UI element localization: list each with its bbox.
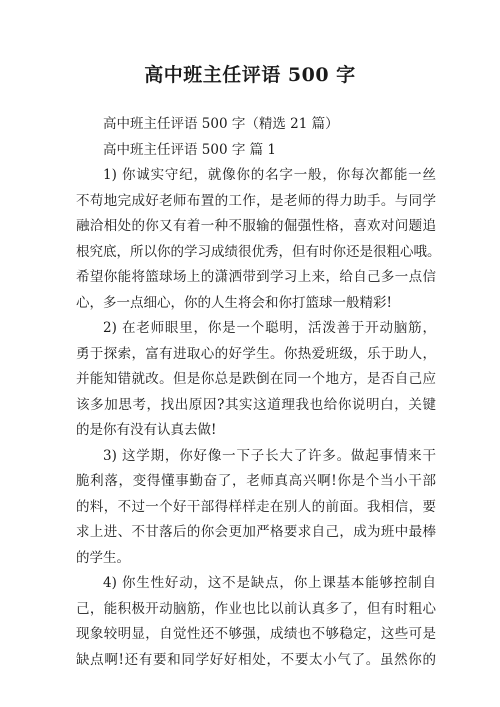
- paragraph-line: 融洽相处的你又有着一种不服输的倔强性格，喜欢对问题追: [76, 218, 436, 234]
- paragraph-line: 脆利落，变得懂事勤奋了，老师真高兴啊!你是个当小干部: [76, 473, 436, 489]
- paragraph-line: 现象较明显，自觉性还不够强，成绩也不够稳定，这些可是: [76, 626, 436, 642]
- paragraph-line: 己，能积极开动脑筋，作业也比以前认真多了，但有时粗心: [76, 600, 436, 617]
- paragraph-line: 的料，不过一个好干部得样样走在别人的前面。我相信，要: [76, 498, 436, 515]
- subtitle: 高中班主任评语 500 字（精选 21 篇）: [103, 116, 339, 132]
- paragraph-line: 的是你有没有认真去做!: [76, 422, 217, 438]
- paragraph-line: 该多加思考，找出原因?其实这道理我也给你说明白，关键: [76, 396, 436, 413]
- paragraph-line: 2) 在老师眼里，你是一个聪明，活泼善于开动脑筋，: [103, 320, 436, 336]
- paragraph-line: 的学生。: [76, 549, 130, 566]
- paragraph-line: 求上进、不甘落后的你会更加严格要求自己，成为班中最棒: [76, 524, 436, 540]
- paragraph-line: 希望你能将篮球场上的潇洒带到学习上来，给自己多一点信: [76, 269, 436, 285]
- paragraph-line: 不苟地完成好老师布置的工作，是老师的得力助手。与同学: [76, 192, 436, 209]
- paragraph-line: 勇于探索，富有进取心的好学生。你热爱班级，乐于助人，: [76, 345, 436, 362]
- paragraph-line: 心，多一点细心，你的人生将会和你打篮球一般精彩!: [76, 294, 392, 311]
- paragraph-line: 3) 这学期，你好像一下子长大了许多。做起事情来干: [103, 447, 436, 464]
- document-body: [76, 112, 441, 673]
- paragraph-line: 1) 你诚实守纪，就像你的名字一般，你每次都能一丝: [103, 167, 436, 183]
- paragraph-line: 4) 你生性好动，这不是缺点，你上课基本能够控制自: [103, 575, 436, 591]
- section-heading: 高中班主任评语 500 字 篇 1: [103, 141, 277, 158]
- document-title: 高中班主任评语 500 字: [144, 64, 356, 86]
- paragraph-line: 缺点啊!还有要和同学好好相处，不要太小气了。虽然你的: [76, 651, 436, 668]
- paragraph-line: 并能知错就改。但是你总是跌倒在同一个地方，是否自己应: [76, 371, 436, 387]
- paragraph-line: 根究底，所以你的学习成绩很优秀，但有时你还是很粗心哦。: [76, 243, 441, 260]
